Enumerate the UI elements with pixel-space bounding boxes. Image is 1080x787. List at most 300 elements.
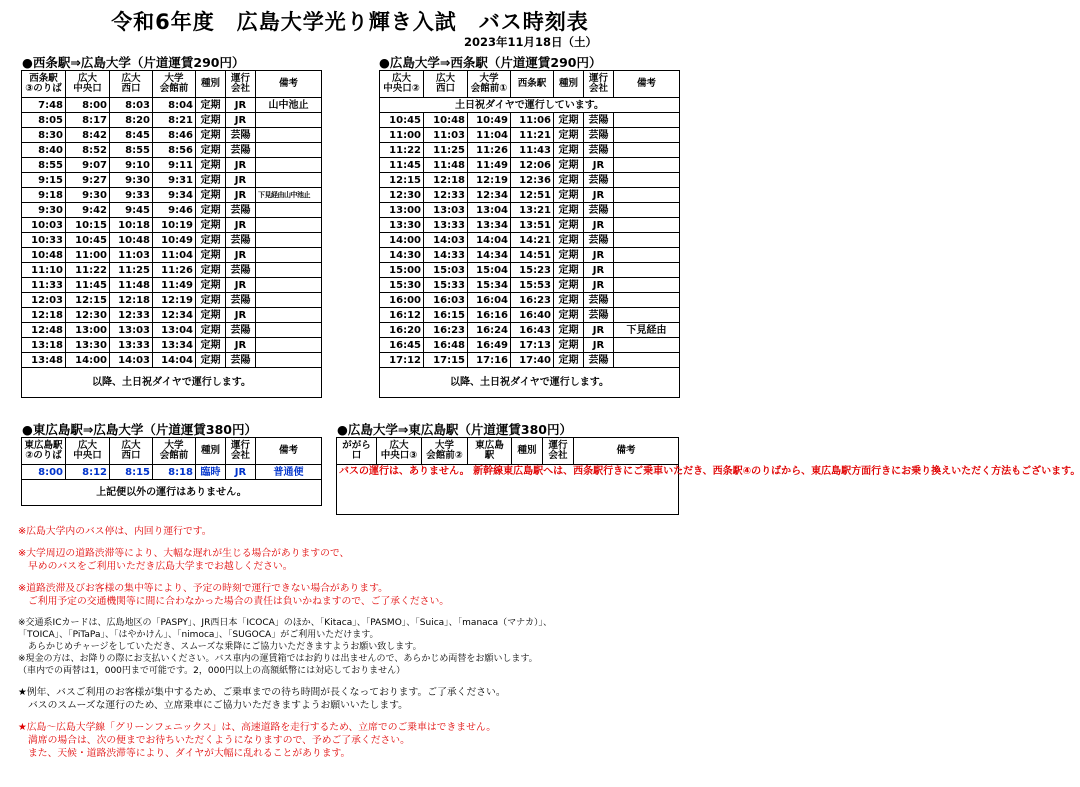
table-cell: JR	[226, 173, 256, 188]
note-line: ※大学周辺の道路渋滞等により、大幅な遅れが生じる場合がありますので、	[18, 548, 350, 559]
table-cell	[614, 128, 680, 143]
timetable-saijo-to-university	[21, 70, 322, 398]
table-cell	[256, 248, 322, 263]
table-cell: 11:04	[153, 248, 196, 263]
table-cell: JR	[226, 218, 256, 233]
table-cell	[614, 278, 680, 293]
table-cell: 13:34	[468, 218, 511, 233]
table-cell	[256, 173, 322, 188]
table-cell: 15:23	[511, 263, 554, 278]
table-cell: 8:15	[110, 465, 153, 480]
table-cell: 定期	[554, 233, 584, 248]
table-row	[380, 113, 680, 128]
table-cell: 定期	[554, 248, 584, 263]
table-cell: 13:30	[380, 218, 424, 233]
table-cell: JR	[226, 278, 256, 293]
table-cell: JR	[584, 323, 614, 338]
table-cell: 11:25	[110, 263, 153, 278]
column-header: 備考	[256, 438, 322, 465]
table-cell: 8:03	[110, 98, 153, 113]
table-cell: JR	[584, 278, 614, 293]
table-cell	[614, 248, 680, 263]
table-cell	[256, 323, 322, 338]
table-cell: 定期	[196, 248, 226, 263]
table-cell: 定期	[196, 278, 226, 293]
table-cell: 16:12	[380, 308, 424, 323]
table-cell: 15:33	[424, 278, 468, 293]
table-header-row	[337, 438, 679, 465]
table-cell: 16:40	[511, 308, 554, 323]
table-cell: 13:00	[380, 203, 424, 218]
table-cell: 11:03	[110, 248, 153, 263]
table-cell: 16:48	[424, 338, 468, 353]
table-cell: JR	[226, 465, 256, 480]
table-header-row	[22, 71, 322, 98]
column-header: 運行 会社	[584, 71, 614, 98]
table-row	[22, 113, 322, 128]
table-cell: 芸陽	[584, 203, 614, 218]
table-row	[22, 263, 322, 278]
table-cell: 定期	[554, 203, 584, 218]
table-cell: 14:51	[511, 248, 554, 263]
table-cell: 11:45	[66, 278, 110, 293]
table-cell: 9:10	[110, 158, 153, 173]
table-cell	[256, 128, 322, 143]
table-cell	[256, 143, 322, 158]
table-cell: 芸陽	[584, 353, 614, 368]
table-cell: 11:26	[153, 263, 196, 278]
table-cell: 9:45	[110, 203, 153, 218]
table-cell: 10:03	[22, 218, 66, 233]
table-cell	[256, 158, 322, 173]
table-cell: 13:21	[511, 203, 554, 218]
table-cell: 芸陽	[584, 293, 614, 308]
table-cell: 定期	[196, 128, 226, 143]
table-row	[380, 218, 680, 233]
table-cell: 8:18	[153, 465, 196, 480]
table-row	[22, 158, 322, 173]
table-cell: 下見経由	[614, 323, 680, 338]
table-cell: 16:24	[468, 323, 511, 338]
table-row	[22, 278, 322, 293]
table-row	[380, 128, 680, 143]
table-cell: 定期	[196, 263, 226, 278]
table-cell: 定期	[196, 143, 226, 158]
table-cell: 15:03	[424, 263, 468, 278]
table-cell: 8:30	[22, 128, 66, 143]
note-line: ※現金の方は、お降りの際にお支払いください。バス車内の運賃箱ではお釣りは出ませんので、あらかじめ両替をお願いします。	[18, 654, 538, 664]
table-cell: 16:03	[424, 293, 468, 308]
table-cell: 10:45	[66, 233, 110, 248]
table-cell: 9:34	[153, 188, 196, 203]
table-row	[380, 233, 680, 248]
table-header-row	[380, 71, 680, 98]
table-cell: JR	[226, 308, 256, 323]
table-cell: 13:00	[66, 323, 110, 338]
table-row	[380, 173, 680, 188]
table-cell: 9:31	[153, 173, 196, 188]
table-cell: 定期	[554, 143, 584, 158]
table-cell	[256, 338, 322, 353]
top-note-row	[380, 98, 680, 113]
table-row	[380, 158, 680, 173]
column-header: 大学 会館前	[153, 71, 196, 98]
table-cell: 普通便	[256, 465, 322, 480]
table-row	[380, 308, 680, 323]
table-cell: JR	[226, 338, 256, 353]
table-cell: 8:20	[110, 113, 153, 128]
table-cell: 11:06	[511, 113, 554, 128]
column-header: 広大 中央口②	[380, 71, 424, 98]
table-footer-note: 上記便以外の運行はありません。	[22, 480, 322, 506]
table-cell	[614, 218, 680, 233]
table-row	[22, 338, 322, 353]
table-cell: 定期	[196, 188, 226, 203]
footer-row	[380, 368, 680, 398]
table-cell: 13:04	[468, 203, 511, 218]
table-cell	[614, 113, 680, 128]
table-row	[22, 248, 322, 263]
table-cell	[256, 263, 322, 278]
table-row	[22, 293, 322, 308]
table-row	[22, 465, 322, 480]
table-cell: 芸陽	[584, 113, 614, 128]
table-cell: 14:00	[380, 233, 424, 248]
table-cell: 12:51	[511, 188, 554, 203]
note-line: 早めのバスをご利用いただき広島大学までお越しください。	[28, 561, 293, 572]
table-cell: 定期	[554, 263, 584, 278]
section-title-university-to-higashihiroshima: ●広島大学⇒東広島駅（片道運賃380円）	[337, 422, 572, 437]
table-cell: 12:19	[153, 293, 196, 308]
column-header: 西条駅 ③のりば	[22, 71, 66, 98]
table-cell: 9:33	[110, 188, 153, 203]
table-cell: 9:46	[153, 203, 196, 218]
table-cell: JR	[584, 263, 614, 278]
table-cell	[614, 203, 680, 218]
table-cell: 13:03	[110, 323, 153, 338]
table-cell: 17:16	[468, 353, 511, 368]
table-cell: 11:10	[22, 263, 66, 278]
table-row	[380, 293, 680, 308]
table-cell: 14:00	[66, 353, 110, 368]
footer-row	[22, 368, 322, 398]
note-line: ※広島大学内のバス停は、内回り運行です。	[18, 526, 212, 537]
table-cell: 定期	[196, 113, 226, 128]
table-cell: 定期	[554, 113, 584, 128]
table-cell: 13:03	[424, 203, 468, 218]
table-cell: 芸陽	[226, 128, 256, 143]
table-cell: 9:30	[22, 203, 66, 218]
table-cell: 14:04	[153, 353, 196, 368]
table-cell: 13:04	[153, 323, 196, 338]
table-cell: 9:15	[22, 173, 66, 188]
table-row	[380, 323, 680, 338]
table-cell	[256, 218, 322, 233]
note-line: ご利用予定の交通機関等に間に合わなかった場合の責任は負いかねますので、ご了承ください。	[28, 596, 450, 607]
table-cell: 16:23	[424, 323, 468, 338]
page-title: 令和6年度 広島大学光り輝き入試 バス時刻表	[111, 10, 589, 34]
table-cell: JR	[226, 98, 256, 113]
table-cell: 11:48	[110, 278, 153, 293]
note-line: ※道路渋滞及びお客様の集中等により、予定の時刻で運行できない場合があります。	[18, 583, 388, 594]
section-title-saijo-to-university: ●西条駅⇒広島大学（片道運賃290円）	[22, 55, 245, 70]
table-row	[22, 188, 322, 203]
table-cell	[614, 143, 680, 158]
table-cell: 16:23	[511, 293, 554, 308]
table-header-row	[22, 438, 322, 465]
column-header: 種別	[512, 438, 543, 465]
table-cell: JR	[226, 248, 256, 263]
table-cell: 10:45	[380, 113, 424, 128]
table-cell: 定期	[196, 293, 226, 308]
column-header: 大学 会館前	[153, 438, 196, 465]
table-cell	[614, 338, 680, 353]
table-row	[380, 143, 680, 158]
table-footer-note: 以降、土日祝ダイヤで運行します。	[380, 368, 680, 398]
column-header: 西条駅	[511, 71, 554, 98]
table-cell: 定期	[554, 158, 584, 173]
no-service-message: バスの運行は、ありません。 新幹線東広島駅へは、西条駅行きにご乗車いただき、西条駅④のりばから、東広島駅方面行きにお乗り換えいただく方法もございます。	[337, 465, 679, 515]
section-title-university-to-saijo: ●広島大学⇒西条駅（片道運賃290円）	[379, 55, 602, 70]
table-cell: 8:12	[66, 465, 110, 480]
table-cell: 12:18	[110, 293, 153, 308]
column-header: 広大 西口	[424, 71, 468, 98]
table-cell	[614, 158, 680, 173]
table-cell: 16:00	[380, 293, 424, 308]
note-line: 「TOICA」、「PiTaPa」、「はやかけん」、「nimoca」、「SUGOCA」がご利用いただけます。	[18, 630, 379, 640]
table-cell	[614, 233, 680, 248]
table-cell: JR	[584, 188, 614, 203]
table-cell: 12:48	[22, 323, 66, 338]
timetable-university-to-saijo	[379, 70, 680, 398]
table-cell: 14:03	[424, 233, 468, 248]
table-cell: 9:42	[66, 203, 110, 218]
table-row	[380, 263, 680, 278]
table-footer-note: 以降、土日祝ダイヤで運行します。	[22, 368, 322, 398]
table-cell: 10:33	[22, 233, 66, 248]
table-cell: 8:55	[22, 158, 66, 173]
table-cell: 芸陽	[226, 263, 256, 278]
table-cell: 11:22	[380, 143, 424, 158]
table-cell: 12:19	[468, 173, 511, 188]
table-cell: 12:18	[424, 173, 468, 188]
date-label: 2023年11月18日（土）	[464, 35, 598, 49]
section-title-higashihiroshima-to-university: ●東広島駅⇒広島大学（片道運賃380円）	[22, 422, 257, 437]
footer-row	[22, 480, 322, 506]
table-cell: 16:45	[380, 338, 424, 353]
table-cell: JR	[584, 248, 614, 263]
table-cell: JR	[226, 113, 256, 128]
timetable-higashihiroshima-to-university	[21, 437, 322, 506]
column-header: 種別	[196, 438, 226, 465]
table-cell: JR	[584, 158, 614, 173]
table-cell: 12:34	[153, 308, 196, 323]
table-cell: 芸陽	[226, 353, 256, 368]
table-row	[22, 308, 322, 323]
table-cell: 16:15	[424, 308, 468, 323]
column-header: 広大 中央口	[66, 438, 110, 465]
table-cell	[256, 233, 322, 248]
table-cell: 定期	[554, 323, 584, 338]
table-row	[22, 203, 322, 218]
column-header: 大学 会館前①	[468, 71, 511, 98]
table-cell: 11:48	[424, 158, 468, 173]
table-row	[380, 278, 680, 293]
table-cell	[614, 188, 680, 203]
table-cell: 8:55	[110, 143, 153, 158]
table-cell: 9:27	[66, 173, 110, 188]
table-cell: 11:49	[468, 158, 511, 173]
table-cell: 12:15	[380, 173, 424, 188]
table-cell: 9:30	[66, 188, 110, 203]
table-cell: 13:34	[153, 338, 196, 353]
column-header: 種別	[554, 71, 584, 98]
table-cell: 16:43	[511, 323, 554, 338]
table-cell: 10:15	[66, 218, 110, 233]
note-line: （車内での両替は1，000円まで可能です。2，000円以上の高額紙幣には対応しておりません）	[18, 666, 406, 676]
table-cell: 定期	[196, 98, 226, 113]
column-header: 東広島駅 ②のりば	[22, 438, 66, 465]
column-header: 東広島 駅	[468, 438, 512, 465]
note-line: ★例年、バスご利用のお客様が集中するため、ご乗車までの待ち時間が長くなっております。ご了承ください。	[18, 687, 506, 698]
table-cell: 定期	[554, 173, 584, 188]
note-line: ※交通系ICカードは、広島地区の「PASPY」、JR西日本「ICOCA」のほか、「Kitaca」、「PASMO」、「Suica」、「manaca（マナカ）」、	[18, 618, 552, 628]
table-cell: 11:21	[511, 128, 554, 143]
table-cell: 8:40	[22, 143, 66, 158]
column-header: 備考	[256, 71, 322, 98]
table-cell: 8:21	[153, 113, 196, 128]
table-row	[22, 98, 322, 113]
table-cell: 11:33	[22, 278, 66, 293]
column-header: 運行 会社	[226, 71, 256, 98]
table-cell: JR	[584, 338, 614, 353]
table-cell: 8:46	[153, 128, 196, 143]
table-cell: 11:22	[66, 263, 110, 278]
table-cell: 10:18	[110, 218, 153, 233]
table-cell: 定期	[196, 353, 226, 368]
table-cell: 14:33	[424, 248, 468, 263]
table-cell: 芸陽	[226, 293, 256, 308]
table-cell	[614, 308, 680, 323]
table-cell: 芸陽	[226, 233, 256, 248]
column-header: 広大 西口	[110, 438, 153, 465]
table-cell: 定期	[554, 218, 584, 233]
table-cell: 定期	[196, 308, 226, 323]
table-cell: 8:56	[153, 143, 196, 158]
table-cell	[256, 278, 322, 293]
table-row	[380, 248, 680, 263]
table-cell: 16:20	[380, 323, 424, 338]
table-cell: 15:04	[468, 263, 511, 278]
table-cell: 芸陽	[584, 308, 614, 323]
table-cell: 12:33	[424, 188, 468, 203]
table-cell	[614, 173, 680, 188]
table-cell: 13:33	[424, 218, 468, 233]
note-line: バスのスムーズな運行のため、立席乗車にご協力いただきますようお願いいたします。	[28, 700, 408, 711]
note-line: 満席の場合は、次の便までお待ちいただくようになりますので、予めご了承ください。	[28, 735, 410, 746]
column-header: 運行 会社	[543, 438, 574, 465]
table-cell	[614, 263, 680, 278]
table-cell: 11:03	[424, 128, 468, 143]
column-header: 備考	[614, 71, 680, 98]
table-cell: 14:21	[511, 233, 554, 248]
table-row	[380, 353, 680, 368]
table-cell: 芸陽	[584, 143, 614, 158]
table-cell: 16:04	[468, 293, 511, 308]
table-cell: 14:34	[468, 248, 511, 263]
table-cell: 8:45	[110, 128, 153, 143]
column-header: 運行 会社	[226, 438, 256, 465]
column-header: ががら 口	[337, 438, 377, 465]
table-cell: 11:45	[380, 158, 424, 173]
table-row	[380, 203, 680, 218]
column-header: 広大 西口	[110, 71, 153, 98]
table-cell	[256, 293, 322, 308]
table-cell: 12:15	[66, 293, 110, 308]
table-cell: 定期	[196, 203, 226, 218]
table-cell: 10:48	[110, 233, 153, 248]
column-header: 備考	[574, 438, 679, 465]
note-line: あらかじめチャージをしていただき、スムーズな乗降にご協力いただきますようお願い致します。	[28, 642, 422, 652]
table-cell: 11:49	[153, 278, 196, 293]
table-cell: 12:03	[22, 293, 66, 308]
table-cell: JR	[584, 218, 614, 233]
table-row	[380, 188, 680, 203]
table-cell: 12:34	[468, 188, 511, 203]
table-cell: 13:18	[22, 338, 66, 353]
table-cell: 11:00	[380, 128, 424, 143]
table-cell: 定期	[554, 128, 584, 143]
table-cell: 13:30	[66, 338, 110, 353]
table-cell: 17:15	[424, 353, 468, 368]
column-header: 大学 会館前②	[422, 438, 468, 465]
table-cell: 8:05	[22, 113, 66, 128]
table-cell: 臨時	[196, 465, 226, 480]
table-cell: 定期	[554, 293, 584, 308]
table-cell: 芸陽	[226, 323, 256, 338]
message-row	[337, 465, 679, 515]
table-row	[22, 323, 322, 338]
table-row	[22, 143, 322, 158]
table-cell: 14:03	[110, 353, 153, 368]
table-cell: 13:51	[511, 218, 554, 233]
table-cell: 11:25	[424, 143, 468, 158]
table-row	[22, 173, 322, 188]
table-cell: 10:49	[153, 233, 196, 248]
table-cell: 8:17	[66, 113, 110, 128]
table-cell: 15:00	[380, 263, 424, 278]
table-cell: 10:48	[424, 113, 468, 128]
table-row	[22, 128, 322, 143]
table-cell: 11:26	[468, 143, 511, 158]
table-cell: 10:48	[22, 248, 66, 263]
table-cell: 定期	[196, 218, 226, 233]
table-cell: 9:30	[110, 173, 153, 188]
table-cell: 定期	[196, 323, 226, 338]
table-cell: 17:12	[380, 353, 424, 368]
table-cell: 8:00	[66, 98, 110, 113]
table-cell: 定期	[554, 308, 584, 323]
table-cell: 8:00	[22, 465, 66, 480]
timetable-university-to-higashihiroshima	[336, 437, 1080, 515]
table-cell: 下見経由山中池止	[256, 188, 322, 203]
note-line: ★広島～広島大学線「グリーンフェニックス」は、高速道路を走行するため、立席でのご乗車はできません。	[18, 722, 497, 733]
table-cell: 定期	[196, 233, 226, 248]
table-cell: 14:30	[380, 248, 424, 263]
table-cell: 16:49	[468, 338, 511, 353]
table-cell: 11:43	[511, 143, 554, 158]
table-cell: 12:36	[511, 173, 554, 188]
